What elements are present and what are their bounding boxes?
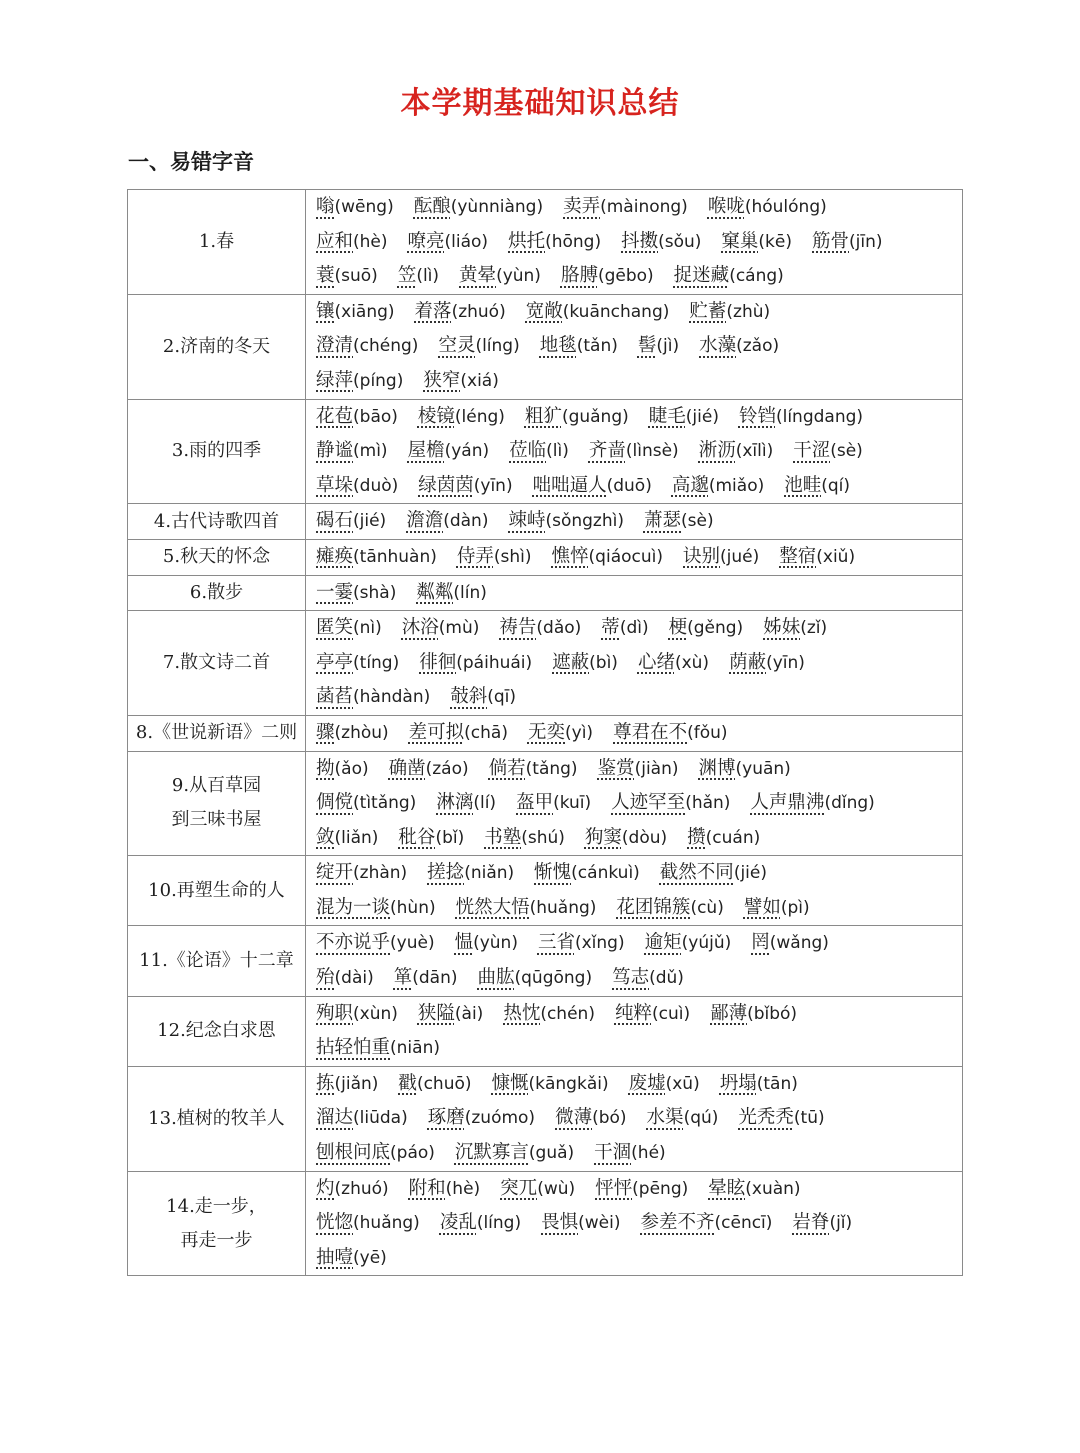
word-line <box>316 1241 956 1276</box>
lesson-title-line: 5.秋天的怀念 <box>162 546 271 568</box>
word-line <box>316 680 956 715</box>
lesson-title-line: 7.散文诗二首 <box>162 652 271 674</box>
table-row <box>128 751 963 856</box>
word-line <box>316 611 956 646</box>
lesson-title-line: 3.雨的四季 <box>171 440 262 462</box>
word-entries-cell <box>306 715 963 751</box>
word-entry: 怦怦(pēng) <box>595 1177 689 1199</box>
word-line <box>316 752 956 787</box>
word-entry: 莅临(lì) <box>509 440 569 462</box>
lesson-title-line: 2.济南的冬天 <box>162 335 271 357</box>
word-entries-cell <box>306 575 963 611</box>
word-entry: 菡萏(hàndàn) <box>316 686 431 708</box>
word-entry: 三省(xǐng) <box>537 932 625 954</box>
word-line <box>316 1101 956 1136</box>
word-entry: 匿笑(nì) <box>316 617 382 639</box>
word-entry: 人声鼎沸(dǐng) <box>750 792 875 814</box>
word-line <box>316 646 956 681</box>
word-entry: 畏惧(wèi) <box>541 1212 621 1234</box>
word-entry: 拣(jiǎn) <box>316 1072 379 1094</box>
word-entry: 晕眩(xuàn) <box>708 1177 801 1199</box>
word-entry: 花团锦簇(cù) <box>616 896 724 918</box>
word-entry: 淅沥(xīlì) <box>698 440 774 462</box>
lesson-title-line: 1.春 <box>198 230 235 252</box>
word-entry: 热忱(chén) <box>503 1002 595 1024</box>
word-line <box>316 1067 956 1102</box>
word-line <box>316 997 956 1032</box>
word-entry: 干涩(sè) <box>793 440 863 462</box>
word-entry: 心绪(xù) <box>637 651 710 673</box>
word-entry: 恍惚(huǎng) <box>316 1212 420 1234</box>
word-line <box>316 469 956 504</box>
lesson-title-line: 到三味书屋 <box>171 809 262 831</box>
word-entry: 水藻(zǎo) <box>699 335 780 357</box>
word-entry: 骤(zhòu) <box>316 721 389 743</box>
word-entry: 高邈(miǎo) <box>671 474 765 496</box>
word-line <box>316 961 956 996</box>
word-line <box>316 1206 956 1241</box>
word-entry: 逾矩(yújǔ) <box>644 932 732 954</box>
word-entry: 应和(hè) <box>316 230 388 252</box>
word-entries-cell <box>306 611 963 716</box>
word-entry: 突兀(wù) <box>500 1177 576 1199</box>
word-line <box>316 856 956 891</box>
word-line <box>316 225 956 260</box>
table-row <box>128 399 963 504</box>
table-row <box>128 996 963 1066</box>
lesson-title-cell <box>128 751 306 856</box>
word-entry: 拈轻怕重(niān) <box>316 1037 440 1059</box>
lesson-title-line: 10.再塑生命的人 <box>148 879 285 901</box>
lesson-title-line: 9.从百草园 <box>171 775 262 797</box>
table-row <box>128 539 963 575</box>
word-line <box>316 400 956 435</box>
word-entry: 绿茵茵(yīn) <box>418 474 513 496</box>
word-entry: 沉默寡言(guǎ) <box>454 1142 575 1164</box>
word-entry: 书塾(shú) <box>484 826 565 848</box>
word-entry: 窠巢(kē) <box>721 230 792 252</box>
word-entry: 着落(zhuó) <box>414 300 506 322</box>
word-entry: 齐啬(lìnsè) <box>588 440 679 462</box>
word-entry: 碣石(jié) <box>316 510 387 532</box>
word-entries-cell <box>306 926 963 996</box>
word-line <box>316 364 956 399</box>
lesson-title-cell <box>128 504 306 540</box>
word-entry: 罔(wǎng) <box>751 932 829 954</box>
word-entry: 酝酿(yùnniàng) <box>413 196 544 217</box>
word-entries-cell <box>306 1171 963 1276</box>
pronunciation-table <box>127 189 963 1276</box>
word-entry: 亭亭(tíng) <box>316 651 400 673</box>
lesson-title-cell <box>128 1066 306 1171</box>
word-entry: 殆(dài) <box>316 967 374 989</box>
word-entry: 胳膊(gēbo) <box>560 265 654 287</box>
word-entry: 空灵(líng) <box>438 335 520 357</box>
word-line <box>316 259 956 294</box>
word-entry: 黄晕(yùn) <box>459 265 541 287</box>
table-row <box>128 294 963 399</box>
word-entry: 髻(jì) <box>637 335 680 357</box>
word-entry: 鉴赏(jiàn) <box>597 757 679 779</box>
word-entry: 睫毛(jié) <box>648 405 719 427</box>
word-entry: 戳(chuō) <box>398 1072 472 1094</box>
word-entry: 无奕(yì) <box>527 721 594 743</box>
word-entry: 淋漓(lí) <box>436 792 497 814</box>
word-entry: 殉职(xùn) <box>316 1002 398 1024</box>
word-entry: 徘徊(páihuái) <box>419 651 533 673</box>
word-line <box>316 1172 956 1207</box>
lesson-title-line: 8.《世说新语》二则 <box>135 722 298 744</box>
word-entry: 抽噎(yē) <box>316 1246 387 1268</box>
lesson-title-line: 12.纪念白求恩 <box>157 1020 276 1042</box>
word-entry: 咄咄逼人(duō) <box>532 474 652 496</box>
word-entry: 渊博(yuān) <box>698 757 791 779</box>
word-entries-cell <box>306 751 963 856</box>
page-title: 本学期基础知识总结 <box>400 86 680 121</box>
lesson-title-cell <box>128 294 306 399</box>
table-row <box>128 575 963 611</box>
word-entries-cell <box>306 539 963 575</box>
word-entry: 喉咙(hóulóng) <box>707 196 827 217</box>
word-entry: 狭隘(ài) <box>417 1002 484 1024</box>
word-entry: 确凿(záo) <box>388 757 469 779</box>
table-row <box>128 504 963 540</box>
word-entry: 棱镜(léng) <box>417 405 505 427</box>
word-entry: 盔甲(kuī) <box>516 792 592 814</box>
word-entry: 截然不同(jié) <box>659 862 767 884</box>
word-line <box>316 190 956 225</box>
table-row <box>128 190 963 295</box>
word-entry: 蓑(suō) <box>316 265 378 287</box>
word-entry: 笠(lì) <box>397 265 440 287</box>
word-entry: 溜达(liūda) <box>316 1107 408 1129</box>
table-row <box>128 856 963 926</box>
word-entry: 附和(hè) <box>408 1177 481 1199</box>
word-entry: 粗犷(guǎng) <box>524 405 629 427</box>
lesson-title-line: 再走一步 <box>180 1229 253 1251</box>
word-line <box>316 891 956 926</box>
word-entry: 愠(yùn) <box>454 932 518 954</box>
lesson-title-line: 6.散步 <box>189 581 244 603</box>
table-row <box>128 715 963 751</box>
word-entry: 差可拟(chā) <box>408 721 508 743</box>
lesson-title-cell <box>128 715 306 751</box>
table-row <box>128 926 963 996</box>
table-row <box>128 1066 963 1171</box>
word-entry: 烘托(hōng) <box>508 230 602 252</box>
word-entry: 人迹罕至(hǎn) <box>611 792 731 814</box>
word-entry: 粼粼(lín) <box>416 581 487 603</box>
lesson-title-line: 11.《论语》十二章 <box>139 950 294 972</box>
word-entry: 静谧(mì) <box>316 440 388 462</box>
word-entry: 狭窄(xiá) <box>423 369 499 391</box>
lesson-title-cell <box>128 856 306 926</box>
word-entries-cell <box>306 504 963 540</box>
word-entry: 倜傥(tìtǎng) <box>316 792 417 814</box>
word-entry: 屋檐(yán) <box>407 440 490 462</box>
lesson-title-line: 14.走一步， <box>166 1195 267 1217</box>
word-entry: 萧瑟(sè) <box>643 510 714 532</box>
word-entry: 刨根问底(páo) <box>316 1142 435 1164</box>
word-entry: 澄清(chéng) <box>316 335 419 357</box>
lesson-title-line: 4.古代诗歌四首 <box>153 510 280 532</box>
word-entry: 筋骨(jīn) <box>812 230 883 252</box>
word-entry: 捉迷藏(cáng) <box>673 265 784 287</box>
word-line <box>316 329 956 364</box>
word-entry: 倘若(tǎng) <box>488 757 578 779</box>
word-line <box>316 1031 956 1066</box>
word-entry: 光秃秃(tū) <box>738 1107 825 1129</box>
lesson-title-line: 13.植树的牧羊人 <box>148 1107 285 1129</box>
word-entry: 水渠(qú) <box>646 1107 719 1129</box>
word-entries-cell <box>306 996 963 1066</box>
word-entry: 遮蔽(bì) <box>552 651 618 673</box>
word-line <box>316 504 956 539</box>
word-line <box>316 821 956 856</box>
word-entry: 铃铛(língdang) <box>738 405 864 427</box>
word-entry: 憔悴(qiáocuì) <box>551 545 663 567</box>
lesson-title-cell <box>128 190 306 295</box>
word-entry: 攒(cuán) <box>687 826 761 848</box>
word-entry: 干涸(hé) <box>594 1142 666 1164</box>
word-entry: 譬如(pì) <box>743 896 810 918</box>
word-entry: 一霎(shà) <box>316 581 397 603</box>
word-entry: 贮蓄(zhù) <box>689 300 771 322</box>
word-entry: 纯粹(cuì) <box>614 1002 691 1024</box>
word-entry: 绽开(zhàn) <box>316 862 408 884</box>
word-entries-cell <box>306 399 963 504</box>
word-entry: 敛(liǎn) <box>316 826 379 848</box>
lesson-title-cell <box>128 926 306 996</box>
word-entry: 攲斜(qī) <box>450 686 517 708</box>
lesson-title-cell <box>128 611 306 716</box>
word-entry: 慷慨(kāngkǎi) <box>491 1072 609 1094</box>
word-entry: 坍塌(tān) <box>719 1072 798 1094</box>
table-row <box>128 611 963 716</box>
word-entry: 嘹亮(liáo) <box>407 230 489 252</box>
word-entry: 荫蔽(yīn) <box>729 651 805 673</box>
word-line <box>316 716 956 751</box>
word-entry: 岩脊(jǐ) <box>792 1212 853 1234</box>
word-entry: 拗(ǎo) <box>316 757 369 779</box>
word-entry: 秕谷(bǐ) <box>398 826 465 848</box>
word-entry: 整宿(xiǔ) <box>779 545 856 567</box>
word-entry: 不亦说乎(yuè) <box>316 932 435 954</box>
word-entry: 地毯(tǎn) <box>539 335 618 357</box>
word-entry: 参差不齐(cēncī) <box>640 1212 773 1234</box>
lesson-title-cell <box>128 1171 306 1276</box>
word-entry: 琢磨(zuómo) <box>427 1107 536 1129</box>
word-entry: 抖擞(sǒu) <box>621 230 702 252</box>
word-line <box>316 295 956 330</box>
word-entry: 鄙薄(bǐbó) <box>710 1002 798 1024</box>
word-entry: 镶(xiāng) <box>316 300 395 322</box>
table-row <box>128 1171 963 1276</box>
word-entry: 微薄(bó) <box>555 1107 627 1129</box>
word-entry: 箪(dān) <box>393 967 458 989</box>
word-entries-cell <box>306 1066 963 1171</box>
word-entry: 梗(gěng) <box>668 617 744 639</box>
word-entry: 沐浴(mù) <box>401 617 480 639</box>
word-entry: 澹澹(dàn) <box>406 510 489 532</box>
word-entry: 瘫痪(tānhuàn) <box>316 545 437 567</box>
lesson-title-cell <box>128 399 306 504</box>
word-entry: 嗡(wēng) <box>316 196 394 217</box>
word-entry: 诀别(jué) <box>683 545 760 567</box>
lesson-title-cell <box>128 996 306 1066</box>
word-entry: 笃志(dǔ) <box>612 967 684 989</box>
word-entry: 废墟(xū) <box>628 1072 700 1094</box>
table-body <box>128 190 963 1276</box>
lesson-title-cell <box>128 539 306 575</box>
word-entry: 池畦(qí) <box>784 474 851 496</box>
word-line <box>316 540 956 575</box>
word-line <box>316 576 956 611</box>
word-entry: 草垛(duò) <box>316 474 399 496</box>
word-entry: 狗窦(dòu) <box>584 826 668 848</box>
word-entry: 蒂(dì) <box>601 617 649 639</box>
word-entry: 祷告(dǎo) <box>499 617 582 639</box>
word-entry: 宽敞(kuānchang) <box>525 300 670 322</box>
word-entries-cell <box>306 856 963 926</box>
word-entry: 卖弄(màinong) <box>563 196 688 217</box>
word-line <box>316 926 956 961</box>
word-entry: 竦峙(sǒngzhì) <box>508 510 624 532</box>
word-entry: 姊妹(zǐ) <box>763 617 828 639</box>
word-entry: 凌乱(líng) <box>439 1212 522 1234</box>
section-heading: 一、易错字音 <box>128 150 254 174</box>
word-entry: 混为一谈(hùn) <box>316 896 436 918</box>
lesson-title-cell <box>128 575 306 611</box>
word-entry: 尊君在不(fǒu) <box>613 721 728 743</box>
word-entry: 恍然大悟(huǎng) <box>455 896 597 918</box>
word-entries-cell <box>306 190 963 295</box>
word-entry: 灼(zhuó) <box>316 1177 389 1199</box>
word-entry: 曲肱(qūgōng) <box>477 967 593 989</box>
word-line <box>316 786 956 821</box>
word-entry: 搓捻(niǎn) <box>427 862 515 884</box>
word-entry: 绿萍(píng) <box>316 369 404 391</box>
word-entry: 惭愧(cánkuì) <box>534 862 640 884</box>
word-entry: 花苞(bāo) <box>316 405 398 427</box>
word-entry: 侍弄(shì) <box>456 545 532 567</box>
word-line <box>316 434 956 469</box>
word-line <box>316 1136 956 1171</box>
word-entries-cell <box>306 294 963 399</box>
